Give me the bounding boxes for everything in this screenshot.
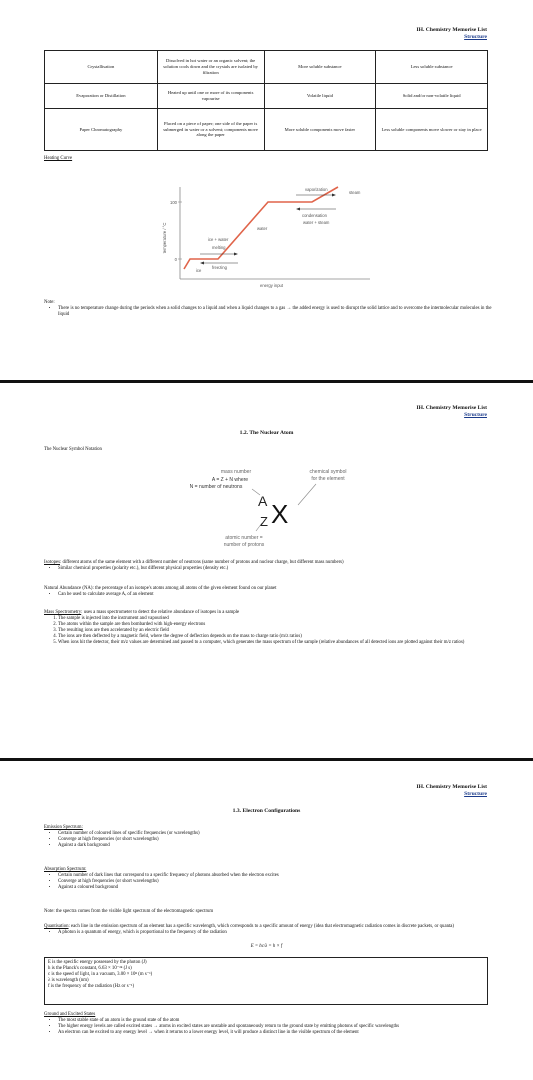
chemical-symbol-label: chemical symbol xyxy=(309,469,347,475)
method-cell: Evaporation or Distillation xyxy=(45,84,158,109)
header-title: IH. Chemistry Memorise List xyxy=(416,405,487,411)
y-axis-label: temperature / °C xyxy=(162,222,167,254)
ice-water-label: ice + water xyxy=(208,237,229,242)
mass-number-label: mass number xyxy=(220,469,252,475)
nuclear-notation-diagram xyxy=(170,465,360,555)
page-2 xyxy=(0,383,533,758)
list-item: 5. When ions hit the detector, their m/z values are determined and passed to a computer, which generates the mass spectrum of the sample (relative abundances of all detected ions are plotted against their m/z ratios) xyxy=(58,640,492,646)
photon-energy-formula: E = hc/λ = h × f xyxy=(250,944,283,949)
mass-equation: A = Z + N where xyxy=(211,477,249,483)
note-section xyxy=(44,300,492,318)
condensation-label: condensation xyxy=(302,213,327,218)
emission-heading: Emission Spectrum: xyxy=(44,825,83,830)
atomic-number-symbol: Z xyxy=(260,514,268,529)
header-subtitle: Structure xyxy=(464,791,487,797)
definition-line: E is the specific energy possessed by the photon (J) xyxy=(48,960,147,965)
list-item: • Against a dark background xyxy=(58,843,492,849)
neutrons-equation: N = number of neutrons xyxy=(189,484,243,490)
definition-line: h is the Planck's constant, 6.63 × 10⁻³⁴ (J s) xyxy=(48,966,132,972)
process-cell: Dissolved in hot water or an organic solvent; the solution cools down and the crystals are isolated by filtration xyxy=(157,51,264,84)
separated-cell: Volatile liquid xyxy=(264,84,376,109)
absorption-section xyxy=(44,867,492,891)
mass-spec-term: Mass Spectrometry xyxy=(44,610,82,615)
header-title: IH. Chemistry Memorise List xyxy=(416,27,487,33)
mass-number-symbol: A xyxy=(258,493,268,509)
remaining-cell: Less soluble components move slower or stay in place xyxy=(376,109,488,151)
freezing-label: freezing xyxy=(212,265,227,270)
list-item: • Certain number of dark lines that correspond to a specific frequency of photons absorbed when the electron excites xyxy=(58,873,492,879)
emission-section xyxy=(44,825,492,849)
page-1 xyxy=(0,0,533,380)
list-item: • Converge at high frequencies (or short wavelengths) xyxy=(58,879,492,885)
isotopes-bullet: • Similar chemical properties (polarity etc.), but different physical properties (density etc.) xyxy=(58,566,492,572)
x-axis-label: energy input xyxy=(260,283,284,288)
list-item: 1. The sample is injected into the instrument and vapourised xyxy=(58,616,492,622)
separated-cell: More soluble substance xyxy=(264,51,376,84)
process-cell: Placed on a piece of paper; one side of the paper is submerged in water or a solvent; components move along the paper xyxy=(157,109,264,151)
section-title: 1.2. The Nuclear Atom xyxy=(239,430,294,436)
page-header xyxy=(416,405,487,419)
isotopes-text: : different atoms of the same element with a different number of neutrons (same number of protons and nuclear charge, but different mass numbers) xyxy=(60,560,344,565)
ground-excited-section xyxy=(44,1012,492,1036)
note-label: Note: xyxy=(44,300,55,305)
heating-curve-chart xyxy=(160,183,380,293)
table-row xyxy=(45,109,488,151)
melting-label: melting xyxy=(212,245,226,250)
list-item: 3. The resulting ions are then accelerated by an electric field xyxy=(58,628,492,634)
water-label: water xyxy=(257,226,268,231)
for-element-label: for the element xyxy=(311,476,345,482)
vaporization-label: vaporization xyxy=(305,187,328,192)
method-cell: Paper Chromatography xyxy=(45,109,158,151)
arrowhead-icon xyxy=(332,194,336,197)
y-tick-0: 0 xyxy=(174,257,177,262)
header-subtitle: Structure xyxy=(464,34,487,40)
element-symbol: X xyxy=(271,499,289,529)
definition-line: f is the frequency of the radiation (Hz or s⁻¹) xyxy=(48,984,135,990)
method-cell: Crystallisation xyxy=(45,51,158,84)
note-bullet: • There is no temperature change during the periods when a solid changes to a liquid and when a liquid changes to a gas → the added energy is used to disrupt the solid lattice and to overcome the intermolecular molecules in the liquid xyxy=(58,306,492,318)
mass-spectrometry-section xyxy=(44,610,492,647)
mass-spec-text: : uses a mass spectrometer to detect the relative abundance of isotopes in a sample xyxy=(81,610,240,615)
remaining-cell: Less soluble substance xyxy=(376,51,488,84)
list-item: • The higher energy levels are called excited states → atoms in excited states are unstable and spontaneously return to the ground state by emitting photons of specific wavelengths xyxy=(58,1024,492,1030)
list-item: • The most stable state of an atom is the ground state of the atom xyxy=(58,1018,492,1024)
separated-cell: More soluble components move faster xyxy=(264,109,376,151)
ground-excited-heading: Ground and Excited States xyxy=(44,1012,96,1017)
process-cell: Heated up until one or more of its components vapourise xyxy=(157,84,264,109)
definition-line: λ is wavelength (nm) xyxy=(48,978,89,984)
number-protons-label: number of protons xyxy=(223,542,265,548)
section-title: 1.3. Electron Configurations xyxy=(232,808,301,814)
page-header xyxy=(416,784,487,798)
water-steam-label: water + steam xyxy=(303,220,330,225)
notation-heading: The Nuclear Symbol Notation xyxy=(44,447,102,452)
page-header xyxy=(416,27,487,41)
separation-methods-table xyxy=(44,50,488,151)
list-item: 4. The ions are then deflected by a magnetic field, where the degree of deflection depends on the mass to charge ratio (m/z ratios) xyxy=(58,634,492,640)
isotopes-term: Isotopes xyxy=(44,560,60,565)
absorption-heading: Absorption Spectrum: xyxy=(44,867,87,872)
natural-abundance-definition: Natural Abundance (NA): the percentage of an isotope's atoms among all atoms of the given element found on our planet xyxy=(44,586,277,591)
spectra-note: Note: the spectra comes from the visible light spectrum of the electromagnetic spectrum xyxy=(44,909,214,914)
list-item: • An electron can be excited to any energy level → when it returns to a lower energy level, it will produce a distinct line in the visible spectrum of the element xyxy=(58,1030,492,1036)
list-item: 2. The atoms within the sample are then bombarded with high-energy electrons xyxy=(58,622,492,628)
arrowhead-icon xyxy=(200,262,204,265)
arrowhead-icon xyxy=(234,253,238,256)
list-item: • Certain number of coloured lines of specific frequencies (or wavelengths) xyxy=(58,831,492,837)
quantisation-section xyxy=(44,924,492,936)
natural-abundance-section xyxy=(44,586,492,598)
table-row xyxy=(45,84,488,109)
quantisation-term: Quantisation xyxy=(44,924,69,929)
steam-label: steam xyxy=(349,190,361,195)
definitions-box xyxy=(44,957,488,1005)
list-item: • Against a coloured background xyxy=(58,885,492,891)
ice-label: ice xyxy=(196,268,202,273)
heating-curve-heading: Heating Curve xyxy=(44,156,73,161)
list-item: • Converge at high frequencies (or short wavelengths) xyxy=(58,837,492,843)
natural-abundance-bullet: • Can be used to calculate average Aᵣ of an element xyxy=(58,592,492,598)
isotopes-section xyxy=(44,560,492,572)
atomic-number-label: atomic number = xyxy=(225,535,263,541)
table-row xyxy=(45,51,488,84)
arrowhead-icon xyxy=(296,208,300,211)
y-tick-100: 100 xyxy=(170,200,177,205)
quantisation-bullet: • A photon is a quantum of energy, which is proportional to the frequency of the radiation xyxy=(58,930,492,936)
quantisation-text: : each line in the emission spectrum of an element has a specific wavelength, which corresponds to a specific amount of energy (idea that electromagnetic radiation comes in discrete packets, or quanta) xyxy=(68,924,455,929)
mass-spec-steps xyxy=(44,616,492,646)
header-subtitle: Structure xyxy=(464,412,487,418)
header-title: IH. Chemistry Memorise List xyxy=(416,784,487,790)
remaining-cell: Solid and/or non-volatile liquid xyxy=(376,84,488,109)
definition-line: c is the speed of light, in a vacuum, 3.00 × 10⁸ (m s⁻¹) xyxy=(48,972,153,978)
pointer-line xyxy=(298,484,316,505)
